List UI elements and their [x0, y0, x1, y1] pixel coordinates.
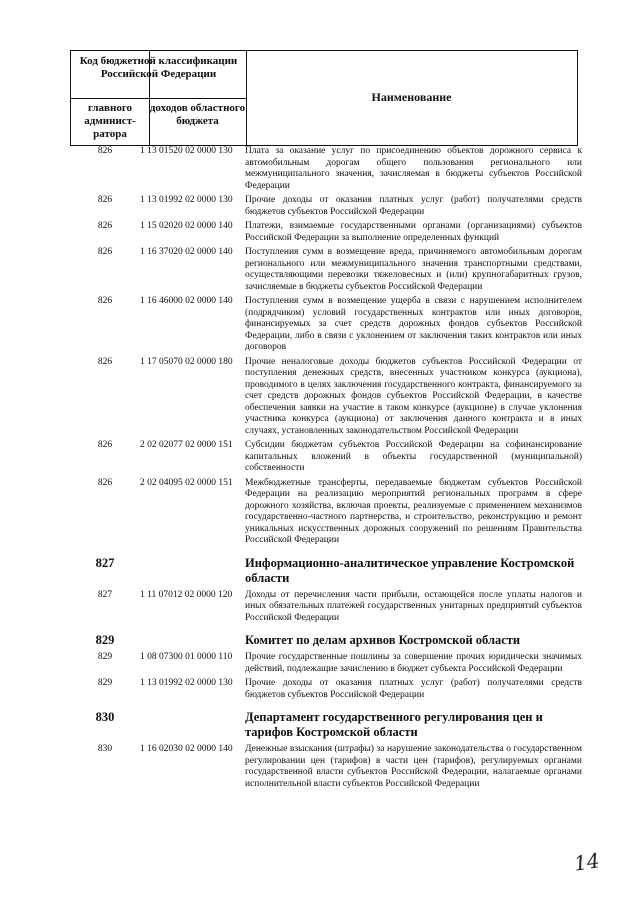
row-name: Межбюджетные трансферты, передаваемые бюджетам субъектов Российской Федерации на реализацию мероприятий региональных программ в сфере дорожного хозяйства, включая проекты, реализуемые с применением механизмов государственно-частного партнерства, и строительство, реконструкцию и ремонт уникальных искусственных дорожных сооружений по решениям Правительства Российской Федерации	[245, 477, 582, 545]
income-code: 1 13 01992 02 0000 130	[140, 678, 233, 688]
department-heading	[70, 710, 582, 740]
admin-code: 830	[95, 710, 115, 724]
admin-code: 826	[97, 247, 113, 257]
income-code: 1 13 01992 02 0000 130	[140, 195, 233, 205]
header-col-income: доходов областного бюджета	[149, 102, 246, 127]
header-code-title: Код бюджетной классификации Российской Федерации	[79, 55, 238, 80]
income-code: 1 16 02030 02 0000 140	[140, 744, 233, 754]
income-code: 1 17 05070 02 0000 180	[140, 356, 233, 367]
admin-code: 826	[97, 195, 113, 205]
admin-code: 827	[95, 555, 115, 570]
page-number: 14	[572, 848, 601, 876]
row-name: Поступления сумм в возмещение вреда, причиняемого автомобильным дорогам регионального или межмуниципального значения транспортными средствами, осуществляющими перевозки тяжеловесных и (или) крупногабаритных грузов, зачисляемые в бюджеты субъектов Российской Федерации	[245, 247, 582, 292]
table-row	[70, 440, 582, 475]
admin-code: 826	[97, 296, 113, 306]
table-row	[70, 357, 582, 438]
department-heading	[70, 633, 582, 648]
row-name: Платежи, взимаемые государственными органами (организациями) субъектов Российской Федерации за выполнение определенных функций	[245, 221, 582, 243]
header-col-admin: главного админист-ратора	[84, 102, 136, 140]
header-divider	[71, 98, 246, 99]
table-row	[70, 478, 582, 547]
admin-code: 826	[97, 356, 113, 367]
table-row	[70, 296, 582, 354]
table-row	[70, 744, 582, 790]
admin-code: 826	[97, 221, 113, 231]
department-name: Информационно-аналитическое управление Костромской области	[245, 555, 575, 585]
income-code: 2 02 04095 02 0000 151	[140, 477, 233, 488]
admin-code: 826	[97, 477, 113, 488]
admin-code: 826	[97, 440, 113, 450]
table-row	[70, 678, 582, 701]
income-code: 1 16 46000 02 0000 140	[140, 296, 233, 306]
income-code: 1 13 01520 02 0000 130	[140, 146, 233, 156]
table-row	[70, 146, 582, 192]
table-row	[70, 195, 582, 218]
admin-code: 827	[97, 589, 113, 600]
header-col-name: Наименование	[371, 90, 452, 104]
row-name: Поступления сумм в возмещение ущерба в связи с нарушением исполнителем (подрядчиком) условий государственных контрактов или иных договоров, финансируемых за счет средств дорожных фондов субъектов Российской Федерации, либо в связи с уклонением от заключения таких контрактов или иных договоров	[245, 296, 582, 352]
table-body	[70, 146, 582, 793]
row-name: Прочие государственные пошлины за совершение прочих юридически значимых действий, подлежащие зачислению в бюджет субъекта Российской Федерации	[245, 652, 582, 674]
row-name: Прочие неналоговые доходы бюджетов субъектов Российской Федерации от поступления денежных средств, внесенных участником конкурса (аукциона), проводимого в целях заключения государственного контракта, финансируемого за счет средств дорожных фондов субъектов Российской Федерации, в качестве обеспечения заявки на участие в таком конкурсе (аукционе) в случае уклонения участника конкурса (аукциона) от заключения данного контракта и в иных случаях, установленных законодательством Российской Федерации	[245, 356, 582, 436]
table-row	[70, 652, 582, 675]
income-code: 1 08 07300 01 0000 110	[140, 652, 233, 662]
department-name: Департамент государственного регулирования цен и тарифов Костромской области	[245, 710, 543, 739]
admin-code: 829	[97, 678, 113, 688]
table-header	[70, 50, 578, 146]
table-row	[70, 221, 582, 244]
department-name: Комитет по делам архивов Костромской области	[245, 633, 521, 647]
income-code: 2 02 02077 02 0000 151	[140, 440, 233, 450]
admin-code: 829	[97, 652, 113, 662]
row-name: Прочие доходы от оказания платных услуг (работ) получателями средств бюджетов субъектов Российской Федерации	[245, 195, 582, 217]
income-code: 1 11 07012 02 0000 120	[140, 589, 233, 600]
department-heading	[70, 556, 582, 586]
row-name: Плата за оказание услуг по присоединению объектов дорожного сервиса к автомобильным дорогам общего пользования регионального или межмуниципального значения, зачисляемая в бюджеты субъектов Российской Федерации	[245, 146, 582, 191]
row-name: Субсидии бюджетам субъектов Российской Федерации на софинансирование капитальных вложений в объекты государственной (муниципальной) собственности	[245, 440, 582, 473]
table-row	[70, 590, 582, 625]
admin-code: 826	[97, 146, 113, 156]
row-name: Прочие доходы от оказания платных услуг (работ) получателями средств бюджетов субъектов Российской Федерации	[245, 678, 582, 700]
income-code: 1 16 37020 02 0000 140	[140, 247, 233, 257]
income-code: 1 15 02020 02 0000 140	[140, 221, 233, 231]
row-name: Денежные взыскания (штрафы) за нарушение законодательства о государственном регулировании цен (тарифов) в части цен (тарифов), регулируемых органами государственной власти субъектов Российской Федерации, налагаемые органами исполнительной власти субъектов Российской Федерации	[245, 744, 582, 789]
admin-code: 829	[95, 633, 115, 647]
table-row	[70, 247, 582, 293]
row-name: Доходы от перечисления части прибыли, остающейся после уплаты налогов и иных обязательных платежей государственных унитарных предприятий субъектов Российской Федерации	[245, 589, 582, 623]
admin-code: 830	[97, 744, 113, 754]
